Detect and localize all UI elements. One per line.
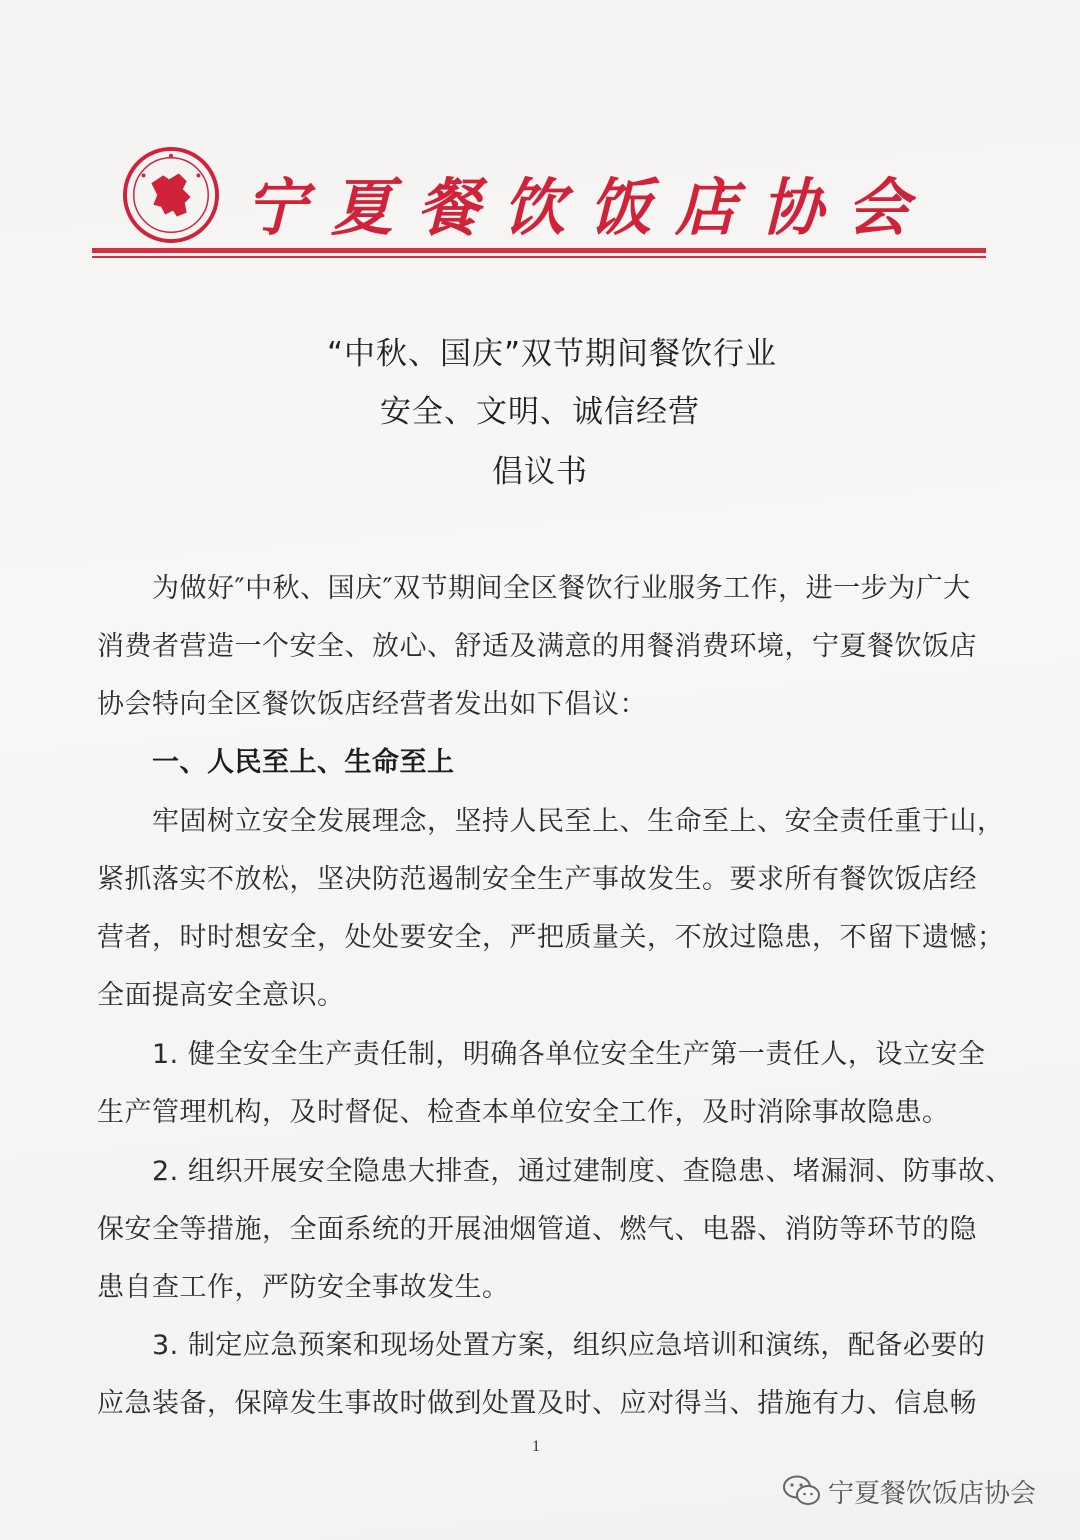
document-title-line-2: 安全、文明、诚信经营 xyxy=(380,394,700,430)
list-item-1: 1. 健全安全生产责任制，明确各单位安全生产第一责任人，设立安全 xyxy=(152,1039,986,1070)
association-seal-logo xyxy=(122,146,220,244)
document-title-line-3: 倡议书 xyxy=(492,454,588,490)
page-number: 1 xyxy=(532,1438,540,1455)
letterhead-divider-thin xyxy=(92,256,986,258)
section-heading: 一、人民至上、生命至上 xyxy=(152,747,455,778)
body-line: 为做好″中秋、国庆″双节期间全区餐饮行业服务工作，进一步为广大 xyxy=(152,573,971,604)
organization-name: 宁夏餐饮饭店协会 xyxy=(245,171,934,244)
wechat-watermark xyxy=(782,1471,1036,1511)
body-line: 紧抓落实不放松，坚决防范遏制安全生产事故发生。要求所有餐饮饭店经 xyxy=(97,864,977,895)
body-line: 营者，时时想安全，处处要安全，严把质量关，不放过隐患，不留下遗憾； xyxy=(97,922,1005,953)
document-title-line-1: “中秋、国庆”双节期间餐饮行业 xyxy=(326,336,778,372)
list-item-2: 2. 组织开展安全隐患大排查，通过建制度、查隐患、堵漏洞、防事故、 xyxy=(152,1156,1013,1187)
list-item-3: 3. 制定应急预案和现场处置方案，组织应急培训和演练，配备必要的 xyxy=(152,1330,986,1361)
body-line: 生产管理机构，及时督促、检查本单位安全工作，及时消除事故隐患。 xyxy=(97,1097,950,1128)
watermark-text: 宁夏餐饮饭店协会 xyxy=(828,1478,1037,1509)
body-line: 全面提高安全意识。 xyxy=(97,980,345,1011)
body-line: 保安全等措施，全面系统的开展油烟管道、燃气、电器、消防等环节的隐 xyxy=(97,1214,977,1245)
body-line: 协会特向全区餐饮饭店经营者发出如下倡议： xyxy=(97,689,647,720)
wechat-icon xyxy=(782,1474,822,1508)
letterhead xyxy=(0,0,1080,270)
body-line: 消费者营造一个安全、放心、舒适及满意的用餐消费环境，宁夏餐饮饭店 xyxy=(97,631,977,662)
body-line: 患自查工作，严防安全事故发生。 xyxy=(97,1272,510,1303)
body-line: 牢固树立安全发展理念，坚持人民至上、生命至上、安全责任重于山， xyxy=(152,806,1005,837)
body-line: 应急装备，保障发生事故时做到处置及时、应对得当、措施有力、信息畅 xyxy=(97,1388,977,1419)
letterhead-divider-thick xyxy=(92,248,986,253)
